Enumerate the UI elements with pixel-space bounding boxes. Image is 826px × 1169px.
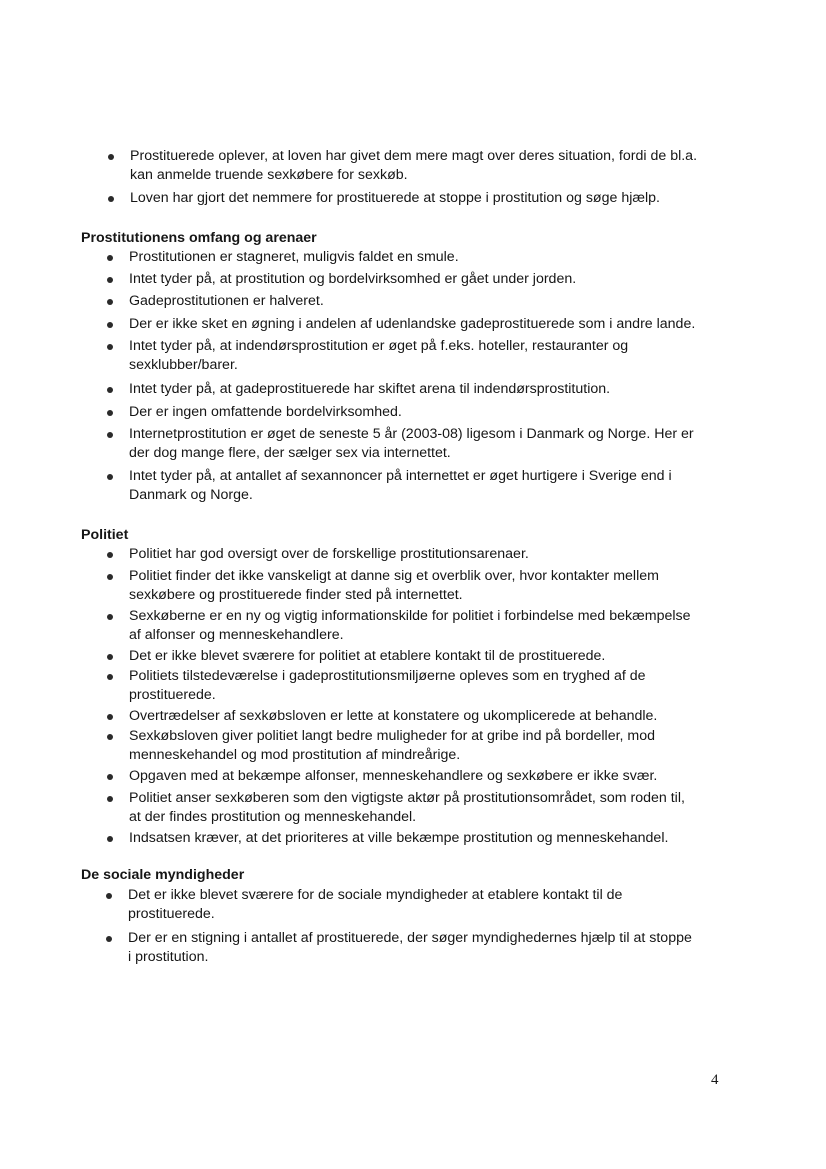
list-item-text [129, 767, 729, 786]
page-number: 4 [711, 1072, 719, 1088]
list-item-line: Intet tyder på, at antallet af sexannoncer på internettet er øget hurtigere i Sverige end i [129, 468, 672, 484]
list-item-text [129, 607, 729, 645]
list-item-line: Intet tyder på, at prostitution og bordelvirksomhed er gået under jorden. [129, 271, 577, 287]
bullet-icon [107, 734, 113, 740]
bullet-icon [107, 474, 113, 480]
bullet-icon [107, 714, 113, 720]
bullet-icon [107, 344, 113, 350]
section-heading: Prostitutionens omfang og arenaer [81, 230, 317, 246]
list-item-line: kan anmelde truende sexkøbere for sexkøb. [130, 167, 408, 183]
list-item-text [130, 147, 730, 185]
bullet-icon [107, 299, 113, 305]
list-item-line: Sexkøberne er en ny og vigtig informationskilde for politiet i forbindelse med bekæmpelse [129, 608, 691, 624]
list-item-text [129, 270, 729, 289]
list-item-line: Der er ingen omfattende bordelvirksomhed. [129, 404, 402, 420]
bullet-icon [107, 255, 113, 261]
list-item-line: Overtrædelser af sexkøbsloven er lette at konstatere og ukomplicerede at behandle. [129, 708, 658, 724]
list-item-text [129, 707, 729, 726]
list-item-line: Politiets tilstedeværelse i gadeprostitutionsmiljøerne opleves som en tryghed af de [129, 668, 646, 684]
list-item-line: Prostitutionen er stagneret, muligvis faldet en smule. [129, 249, 459, 265]
list-item-line: Sexkøbsloven giver politiet langt bedre muligheder for at gribe ind på bordeller, mod [129, 728, 656, 744]
list-item-text [129, 380, 729, 399]
list-item-line: Opgaven med at bekæmpe alfonser, menneskehandlere og sexkøbere er ikke svær. [129, 768, 658, 784]
list-item-line: Internetprostitution er øget de seneste 5 år (2003-08) ligesom i Danmark og Norge. Her er [129, 426, 694, 442]
bullet-icon [107, 552, 113, 558]
bullet-icon [107, 410, 113, 416]
list-item-text [128, 886, 728, 924]
list-item-line: af alfonser og menneskehandlere. [129, 627, 344, 643]
list-item-text [129, 727, 729, 765]
section-heading: De sociale myndigheder [81, 867, 245, 883]
list-item-line: Der er en stigning i antallet af prostituerede, der søger myndighedernes hjælp til at stoppe [128, 930, 692, 946]
bullet-icon [107, 574, 113, 580]
list-item-text [129, 829, 729, 848]
list-item-line: Loven har gjort det nemmere for prostituerede at stoppe i prostitution og søge hjælp. [130, 190, 660, 206]
bullet-icon [107, 322, 113, 328]
list-item-text [129, 667, 729, 705]
list-item-text [129, 467, 729, 505]
list-item-line: Intet tyder på, at indendørsprostitution er øget på f.eks. hoteller, restauranter og [129, 338, 629, 354]
bullet-icon [108, 196, 114, 202]
bullet-icon [107, 796, 113, 802]
list-item-line: sexkøbere og prostituerede finder sted på internettet. [129, 587, 463, 603]
list-item-line: Der er ikke sket en øgning i andelen af udenlandske gadeprostituerede som i andre lande. [129, 316, 696, 332]
bullet-icon [107, 836, 113, 842]
list-item-text [129, 545, 729, 564]
list-item-line: Det er ikke blevet sværere for de sociale myndigheder at etablere kontakt til de [128, 887, 623, 903]
list-item-text [129, 425, 729, 463]
list-item-line: Indsatsen kræver, at det prioriteres at ville bekæmpe prostitution og menneskehandel. [129, 830, 669, 846]
bullet-icon [107, 432, 113, 438]
list-item-text [129, 403, 729, 422]
list-item-text [129, 567, 729, 605]
list-item-line: Danmark og Norge. [129, 487, 253, 503]
list-item-line: Det er ikke blevet sværere for politiet at etablere kontakt til de prostituerede. [129, 648, 606, 664]
list-item-line: der dog mange flere, der sælger sex via internettet. [129, 445, 451, 461]
list-item-text [129, 337, 729, 375]
bullet-icon [107, 277, 113, 283]
bullet-icon [107, 674, 113, 680]
list-item-line: prostituerede. [129, 687, 216, 703]
list-item-text [129, 315, 729, 334]
list-item-text [128, 929, 728, 967]
list-item-text [129, 647, 729, 666]
list-item-line: Politiet finder det ikke vanskeligt at danne sig et overblik over, hvor kontakter mellem [129, 568, 659, 584]
bullet-icon [106, 893, 112, 899]
list-item-line: Prostituerede oplever, at loven har givet dem mere magt over deres situation, fordi de bl.a. [130, 148, 698, 164]
list-item-text [129, 789, 729, 827]
list-item-text [129, 248, 729, 267]
list-item-line: Intet tyder på, at gadeprostituerede har skiftet arena til indendørsprostitution. [129, 381, 611, 397]
list-item-text [130, 189, 730, 208]
list-item-line: i prostitution. [128, 949, 209, 965]
bullet-icon [107, 774, 113, 780]
list-item-line: Politiet anser sexkøberen som den vigtigste aktør på prostitutionsområdet, som roden til, [129, 790, 685, 806]
bullet-icon [107, 654, 113, 660]
bullet-icon [106, 936, 112, 942]
bullet-icon [108, 154, 114, 160]
list-item-text [129, 292, 729, 311]
bullet-icon [107, 387, 113, 393]
list-item-line: prostituerede. [128, 906, 215, 922]
list-item-line: sexklubber/barer. [129, 357, 238, 373]
bullet-icon [107, 614, 113, 620]
list-item-line: Gadeprostitutionen er halveret. [129, 293, 324, 309]
section-heading: Politiet [81, 527, 129, 543]
list-item-line: Politiet har god oversigt over de forskellige prostitutionsarenaer. [129, 546, 529, 562]
list-item-line: at der findes prostitution og menneskehandel. [129, 809, 417, 825]
list-item-line: menneskehandel og mod prostitution af mindreårige. [129, 747, 461, 763]
